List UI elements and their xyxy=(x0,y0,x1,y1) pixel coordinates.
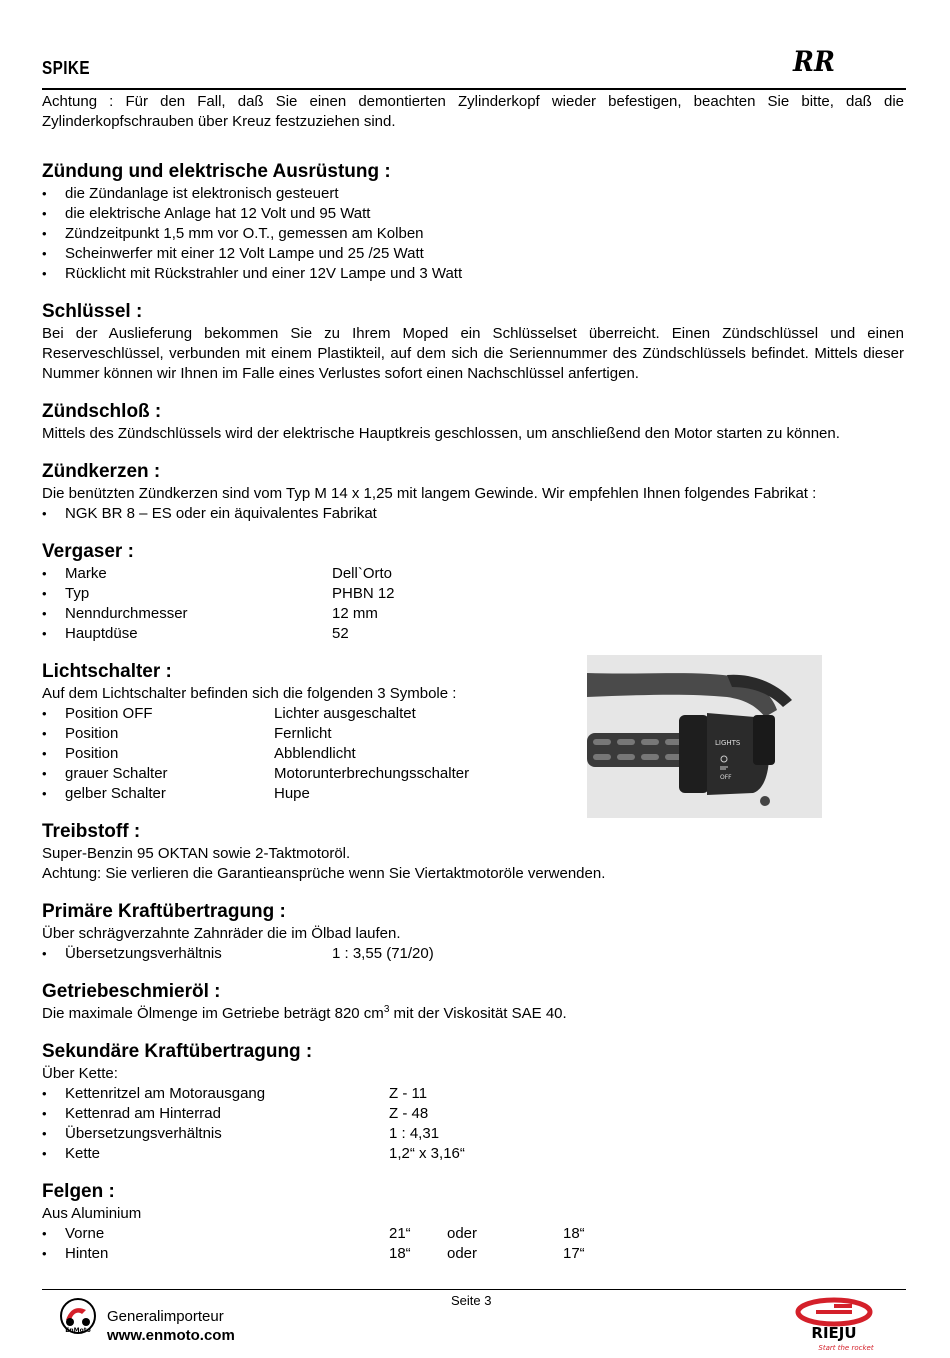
list-item: • NGK BR 8 – ES oder ein äquivalentes Fabrikat xyxy=(42,504,904,524)
spec-label: grauer Schalter xyxy=(65,765,168,782)
light-switch-photo xyxy=(587,655,822,818)
list-item xyxy=(42,1124,904,1144)
spec-value: Fernlicht xyxy=(274,725,332,742)
paragraph: Auf dem Lichtschalter befinden sich die folgenden 3 Symbole : xyxy=(42,685,457,702)
section-title: Zündung und elektrische Ausrüstung : xyxy=(42,161,391,182)
intro-paragraph: Achtung : Für den Fall, daß Sie einen demontierten Zylinderkopf wieder befestigen, beachten Sie bitte, daß die Zylinderkopfschrauben über Kreuz festzuziehen sind. xyxy=(42,93,904,130)
section-title: Felgen : xyxy=(42,1181,115,1202)
paragraph xyxy=(42,1004,904,1024)
enmoto-logo-text: EnMoto xyxy=(65,1327,91,1334)
list-item xyxy=(42,584,904,604)
footer-rule xyxy=(42,1289,906,1290)
spec-connector: oder xyxy=(447,1225,478,1242)
list-item xyxy=(42,1084,904,1104)
section-title: Getriebeschmieröl : xyxy=(42,981,221,1002)
paragraph: Achtung: Sie verlieren die Garantieansprüche wenn Sie Viertaktmotoröle verwenden. xyxy=(42,865,606,882)
section-title: Lichtschalter : xyxy=(42,661,172,682)
list-item: • die elektrische Anlage hat 12 Volt und 95 Watt xyxy=(42,204,904,224)
paragraph: Die benützten Zündkerzen sind vom Typ M 14 x 1,25 mit langem Gewinde. Wir empfehlen Ihnen folgendes Fabrikat : xyxy=(42,485,817,502)
spec-label: Kette xyxy=(65,1145,101,1162)
importer-label: Generalimporteur xyxy=(107,1308,224,1325)
header-rule xyxy=(42,88,906,90)
bullet-list xyxy=(42,504,904,524)
spec-label: Hauptdüse xyxy=(65,625,138,642)
spec-connector: oder xyxy=(447,1245,478,1262)
section-title: Schlüssel : xyxy=(42,301,143,322)
section-title: Zündkerzen : xyxy=(42,461,161,482)
section-sekundaer xyxy=(42,1040,904,1164)
list-item xyxy=(42,1104,904,1124)
paragraph: Über Kette: xyxy=(42,1065,118,1082)
spec-label: Position xyxy=(65,725,119,742)
enmoto-logo xyxy=(56,1298,100,1338)
spec-value: Abblendlicht xyxy=(274,745,356,762)
spec-value: 1,2“ x 3,16“ xyxy=(389,1145,465,1162)
spec-value: PHBN 12 xyxy=(332,585,395,602)
enmoto-logo-icon xyxy=(56,1298,100,1338)
spec-value: Hupe xyxy=(274,785,310,802)
section-zuendkerzen xyxy=(42,460,904,524)
section-vergaser xyxy=(42,540,904,644)
rieju-tagline: Start the rocket xyxy=(818,1344,874,1352)
bullet-list xyxy=(42,184,904,284)
superscript: 3 xyxy=(383,1004,390,1015)
header-model: SPIKE xyxy=(42,58,91,78)
spec-label: gelber Schalter xyxy=(65,785,166,802)
spec-value: Z - 48 xyxy=(389,1105,429,1122)
paragraph: Über schrägverzahnte Zahnräder die im Ölbad laufen. xyxy=(42,925,401,942)
spec-label: Position OFF xyxy=(65,705,153,722)
section-felgen xyxy=(42,1180,904,1264)
spec-list xyxy=(42,944,904,964)
spec-label: Hinten xyxy=(65,1245,109,1262)
list-item xyxy=(42,624,904,644)
spec-list xyxy=(42,1084,904,1164)
section-treibstoff xyxy=(42,820,904,884)
page-number: Seite 3 xyxy=(451,1293,492,1308)
handlebar-illustration xyxy=(587,655,822,818)
list-item: • Zündzeitpunkt 1,5 mm vor O.T., gemessen am Kolben xyxy=(42,224,904,244)
section-zuendschloss xyxy=(42,400,904,444)
oil-text: Die maximale Ölmenge im Getriebe beträgt 820 cm xyxy=(42,1005,384,1022)
section-title: Zündschloß : xyxy=(42,401,162,422)
spec-value: Motorunterbrechungsschalter xyxy=(274,765,470,782)
list-item xyxy=(42,944,904,964)
website-link[interactable]: www.enmoto.com xyxy=(107,1327,235,1344)
spec-value: Dell`Orto xyxy=(332,565,393,582)
section-title: Vergaser : xyxy=(42,541,134,562)
section-title: Sekundäre Kraftübertragung : xyxy=(42,1041,313,1062)
section-title: Primäre Kraftübertragung : xyxy=(42,901,286,922)
section-schluessel xyxy=(42,300,904,384)
spec-list xyxy=(42,1224,904,1264)
spec-label: Kettenrad am Hinterrad xyxy=(65,1105,221,1122)
spec-list xyxy=(42,564,904,644)
section-title: Treibstoff : xyxy=(42,821,141,842)
spec-value-alt: 18“ xyxy=(563,1225,585,1242)
section-zuendung xyxy=(42,160,904,284)
off-label: OFF xyxy=(720,774,732,781)
spec-label: Typ xyxy=(65,585,90,602)
spec-value: 18“ xyxy=(389,1245,411,1262)
spec-label: Nenndurchmesser xyxy=(65,605,188,622)
rieju-logo xyxy=(778,1296,890,1352)
paragraph: Super-Benzin 95 OKTAN sowie 2-Taktmotoröl. xyxy=(42,845,351,862)
paragraph: Mittels des Zündschlüssels wird der elektrische Hauptkreis geschlossen, um anschließend den Motor starten zu können. xyxy=(42,425,840,442)
paragraph: Aus Aluminium xyxy=(42,1205,142,1222)
header-variant: RR xyxy=(793,45,835,78)
spec-label: Übersetzungsverhältnis xyxy=(65,945,222,962)
spec-label: Kettenritzel am Motorausgang xyxy=(65,1085,266,1102)
spec-label: Marke xyxy=(65,565,107,582)
list-item: • die Zündanlage ist elektronisch gesteuert xyxy=(42,184,904,204)
spec-value: 52 xyxy=(332,625,349,642)
oil-text-after: mit der Viskosität SAE 40. xyxy=(389,1005,567,1022)
spec-value: 21“ xyxy=(389,1225,411,1242)
list-item xyxy=(42,1144,904,1164)
spec-value: 1 : 4,31 xyxy=(389,1125,440,1142)
spec-value: 12 mm xyxy=(332,605,378,622)
spec-label: Position xyxy=(65,745,119,762)
spec-value-alt: 17“ xyxy=(563,1245,585,1262)
spec-value: 1 : 3,55 (71/20) xyxy=(332,945,434,962)
spec-value: Lichter ausgeschaltet xyxy=(274,705,416,722)
section-getriebe xyxy=(42,980,904,1024)
list-item xyxy=(42,1224,904,1244)
list-item: • Scheinwerfer mit einer 12 Volt Lampe und 25 /25 Watt xyxy=(42,244,904,264)
list-item: • Rücklicht mit Rückstrahler und einer 12V Lampe und 3 Watt xyxy=(42,264,904,284)
rieju-logo-icon xyxy=(778,1296,890,1352)
list-item xyxy=(42,1244,904,1264)
lights-label: LIGHTS xyxy=(715,739,741,747)
list-item xyxy=(42,564,904,584)
list-item xyxy=(42,604,904,624)
section-primaer xyxy=(42,900,904,964)
rieju-logo-text: RIEJU xyxy=(811,1324,857,1342)
paragraph: Bei der Auslieferung bekommen Sie zu Ihrem Moped ein Schlüsselset überreicht. Einen Zündschlüssel und einen Reserveschlüssel, verbunden mit einem Plastikteil, auf dem sich die Seriennummer des Zündschlüssels befindet. Mittels dieser Nummer können wir Ihnen im Falle eines Verlustes sofort einen Nachschlüssel anfertigen. xyxy=(42,325,904,382)
spec-value: Z - 11 xyxy=(389,1085,428,1102)
spec-label: Vorne xyxy=(65,1225,105,1242)
spec-label: Übersetzungsverhältnis xyxy=(65,1125,222,1142)
